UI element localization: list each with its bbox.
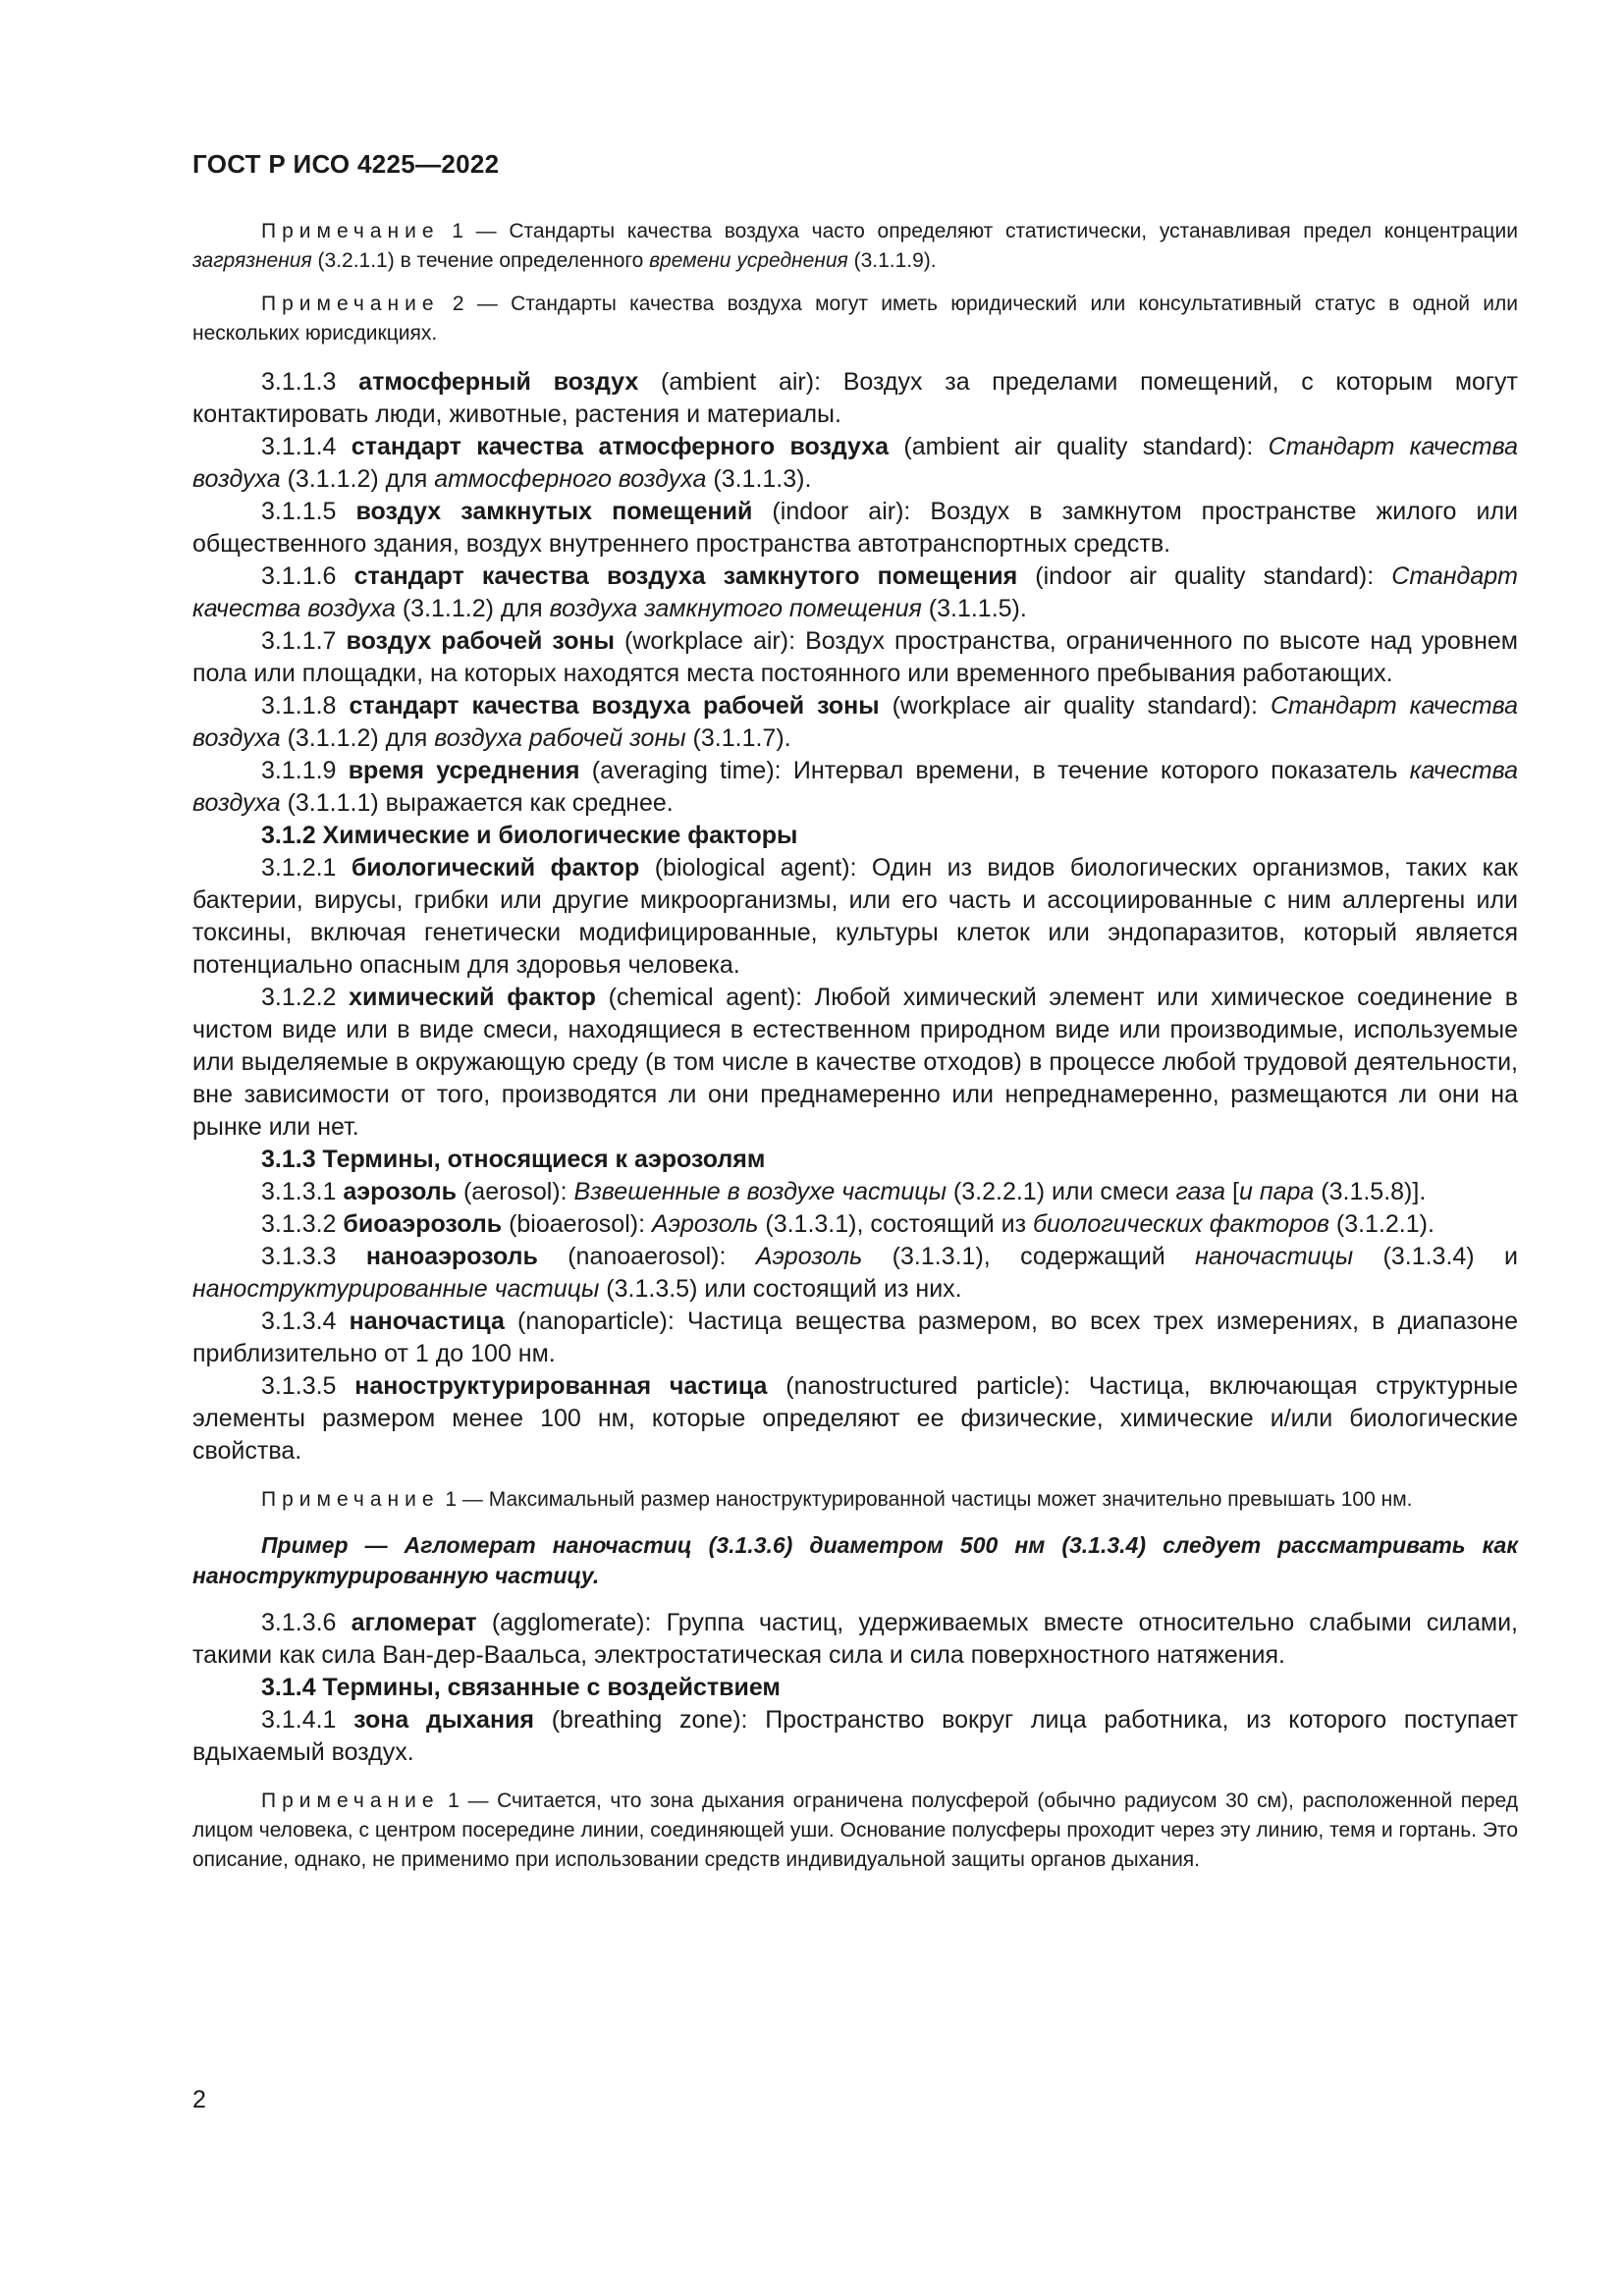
- document-page: [192, 0, 1518, 1875]
- text-span: (3.1.1.3).: [706, 465, 812, 493]
- term-reference: Стандарт качества воздуха: [192, 433, 1519, 493]
- text-span: Примечание: [261, 1789, 440, 1812]
- text-span: 1 — Максимальный размер наноструктурированной частицы может значительно превышать 100 нм.: [439, 1488, 1413, 1511]
- text-span: 3.1.4.1: [261, 1706, 354, 1734]
- term-name: наноструктурированная частица: [354, 1372, 768, 1400]
- text-span: (3.1.1.2) для: [280, 724, 435, 752]
- term-paragraph: [192, 852, 1518, 982]
- note-paragraph: [192, 1485, 1518, 1515]
- term-name: стандарт качества атмосферного воздуха: [351, 433, 890, 460]
- text-span: (nanoparticle): Частица вещества размером, во всех трех измерениях, в диапазоне приблизительно от 1 до 100 нм.: [192, 1308, 1518, 1367]
- term-paragraph: [192, 1370, 1518, 1468]
- section-heading: 3.1.4 Термины, связанные с воздействием: [261, 1674, 781, 1701]
- text-span: 1 — Стандарты качества воздуха часто определяют статистически, устанавливая предел концентрации: [439, 220, 1518, 242]
- text-span: (3.1.3.1), содержащий: [862, 1243, 1196, 1270]
- term-paragraph: [192, 366, 1518, 431]
- term-reference: воздуха замкнутого помещения: [549, 595, 922, 622]
- text-span: (3.1.1.1) выражается как среднее.: [280, 789, 674, 817]
- term-paragraph: [192, 1208, 1518, 1241]
- term-name: воздух замкнутых помещений: [355, 498, 753, 525]
- text-span: (3.1.1.5).: [921, 595, 1027, 622]
- term-name: химический фактор: [349, 984, 596, 1011]
- section-heading: 3.1.2 Химические и биологические факторы: [261, 822, 798, 849]
- text-span: Примечание: [261, 293, 440, 315]
- text-span: [: [1225, 1178, 1239, 1205]
- term-reference: и пара: [1239, 1178, 1315, 1205]
- text-span: 3.1.1.8: [261, 692, 350, 720]
- document-header: ГОСТ Р ИСО 4225—2022: [192, 149, 500, 179]
- text-span: (nanostructured particle): Частица, включающая структурные элементы размером менее 100 нм, которые определяют ее физические, химические и/или биологические свойства.: [192, 1372, 1519, 1465]
- term-reference: Взвешенные в воздухе частицы: [573, 1178, 947, 1205]
- text-span: (3.1.2.1).: [1328, 1210, 1435, 1238]
- text-span: (indoor air quality standard):: [1017, 562, 1392, 590]
- section-heading: 3.1.3 Термины, относящиеся к аэрозолям: [261, 1146, 766, 1173]
- term-name: наночастица: [349, 1308, 505, 1335]
- text-span: (3.1.3.1), состоящий из: [758, 1210, 1033, 1238]
- term-reference: атмосферного воздуха: [434, 465, 707, 493]
- term-name: стандарт качества воздуха рабочей зоны: [349, 692, 880, 720]
- text-span: 3.1.1.6: [261, 562, 354, 590]
- term-paragraph: [192, 1176, 1518, 1208]
- text-span: 3.1.3.5: [261, 1372, 355, 1400]
- text-span: (ambient air quality standard):: [889, 433, 1269, 460]
- text-span: 3.1.3.2: [261, 1210, 344, 1238]
- note-paragraph: [192, 1787, 1518, 1875]
- text-span: (bioaerosol):: [502, 1210, 652, 1238]
- note-paragraph: [192, 290, 1518, 348]
- text-span: (3.1.1.2) для: [395, 595, 550, 622]
- term-reference: газа: [1175, 1178, 1226, 1205]
- term-paragraph: [192, 561, 1518, 625]
- text-span: (3.1.1.7).: [685, 724, 791, 752]
- term-reference: времени усреднения: [649, 249, 848, 272]
- term-name: аэрозоль: [343, 1178, 458, 1205]
- term-paragraph: [192, 755, 1518, 820]
- text-span: 3.1.1.4: [261, 433, 352, 460]
- term-reference: Аэрозоль: [651, 1210, 759, 1238]
- text-span: 2 — Стандарты качества воздуха могут иметь юридический или консультативный статус в одной или нескольких юрисдикциях.: [192, 293, 1518, 345]
- text-span: 3.1.3.1: [261, 1178, 344, 1205]
- term-paragraph: [192, 1306, 1518, 1370]
- page-number: 2: [192, 2086, 206, 2113]
- term-paragraph: [192, 690, 1518, 755]
- text-span: 3.1.3.6: [261, 1609, 352, 1636]
- term-name: агломерат: [351, 1609, 477, 1636]
- term-paragraph: [192, 496, 1518, 561]
- example-paragraph: [192, 1530, 1518, 1591]
- term-reference: качества воздуха: [192, 757, 1518, 817]
- note-paragraph: [192, 217, 1518, 276]
- term-name: наноаэрозоль: [365, 1243, 538, 1270]
- text-span: (3.2.2.1) или смеси: [946, 1178, 1176, 1205]
- text-span: (3.1.5.8)].: [1314, 1178, 1427, 1205]
- text-span: 3.1.3.3: [261, 1243, 366, 1270]
- text-span: 3.1.2.1: [261, 854, 352, 881]
- term-name: время усреднения: [348, 757, 580, 784]
- text-span: (breathing zone): Пространство вокруг лица работника, из которого поступает вдыхаемый воздух.: [192, 1706, 1518, 1766]
- text-span: (3.1.3.4) и: [1353, 1243, 1518, 1270]
- text-span: (workplace air): Воздух пространства, ограниченного по высоте над уровнем пола или площадки, на которых находятся места постоянного или временного пребывания работающих.: [192, 627, 1518, 687]
- text-span: (workplace air quality standard):: [879, 692, 1271, 720]
- term-name: биоаэрозоль: [343, 1210, 503, 1238]
- term-name: биологический фактор: [351, 854, 640, 881]
- text-span: (agglomerate): Группа частиц, удерживаемых вместе относительно слабыми силами, такими как сила Ван-дер-Ваальса, электростатическая сила и сила поверхностного натяжения.: [192, 1609, 1518, 1669]
- term-reference: биологических факторов: [1032, 1210, 1329, 1238]
- text-span: (aerosol):: [457, 1178, 574, 1205]
- term-paragraph: [192, 1704, 1518, 1769]
- term-reference: загрязнения: [192, 249, 312, 272]
- text-span: 3.1.1.7: [261, 627, 347, 655]
- term-paragraph: [192, 431, 1518, 496]
- text-span: (averaging time): Интервал времени, в течение которого показатель: [579, 757, 1410, 784]
- text-span: Пример — Агломерат наночастиц (3.1.3.6) диаметром 500 нм (3.1.3.4) следует рассматривать как наноструктурированную частицу.: [192, 1532, 1518, 1588]
- text-span: 3.1.1.3: [261, 368, 359, 396]
- term-reference: Стандарт качества воздуха: [192, 692, 1518, 752]
- term-reference: Стандарт качества воздуха: [192, 562, 1518, 622]
- text-span: (3.1.1.9).: [847, 249, 937, 272]
- document-body: [192, 217, 1518, 1875]
- term-reference: наноструктурированные частицы: [192, 1275, 600, 1303]
- term-reference: Аэрозоль: [755, 1243, 863, 1270]
- term-name: зона дыхания: [353, 1706, 535, 1734]
- term-paragraph: [192, 982, 1518, 1144]
- text-span: (3.1.1.2) для: [280, 465, 435, 493]
- text-span: (ambient air): Воздух за пределами помещений, с которым могут контактировать люди, животные, растения и материалы.: [192, 368, 1519, 428]
- text-span: Примечание: [261, 1488, 440, 1511]
- text-span: (chemical agent): Любой химический элемент или химическое соединение в чистом виде или в виде смеси, находящиеся в естественном природном виде или производимые, используемые или выделяемые в окружающую среду (в том числе в качестве отходов) в процессе любой трудовой деятельности, вне зависимости от того, производятся ли они преднамеренно или непреднамеренно, размещаются ли они на рынке или нет.: [192, 984, 1519, 1141]
- text-span: (indoor air): Воздух в замкнутом пространстве жилого или общественного здания, воздух внутреннего пространства автотранспортных средств.: [192, 498, 1518, 558]
- term-name: стандарт качества воздуха замкнутого помещения: [353, 562, 1018, 590]
- text-span: (nanoaerosol):: [537, 1243, 756, 1270]
- text-span: Примечание: [261, 220, 440, 242]
- term-reference: воздуха рабочей зоны: [434, 724, 686, 752]
- text-span: (3.1.3.5) или состоящий из них.: [599, 1275, 962, 1303]
- text-span: 3.1.1.9: [261, 757, 349, 784]
- term-paragraph: [192, 625, 1518, 690]
- text-span: 3.1.1.5: [261, 498, 356, 525]
- term-name: воздух рабочей зоны: [346, 627, 615, 655]
- text-span: 1 — Считается, что зона дыхания ограничена полусферой (обычно радиусом 30 см), расположенной перед лицом человека, с центром посередине линии, соединяющей уши. Основание полусферы проходит через эту линию, темя и гортань. Это описание, однако, не применимо при использовании средств индивидуальной защиты органов дыхания.: [192, 1789, 1518, 1871]
- text-span: 3.1.3.4: [261, 1308, 350, 1335]
- term-name: атмосферный воздух: [358, 368, 639, 396]
- text-span: (biological agent): Один из видов биологических организмов, таких как бактерии, вирусы, грибки или другие микроорганизмы, или его часть и ассоциированные с ним аллергены или токсины, включая генетически модифицированные, культуры клеток или эндопаразитов, который является потенциально опасным для здоровья человека.: [192, 854, 1518, 979]
- term-paragraph: [192, 1241, 1518, 1306]
- term-reference: наночастицы: [1195, 1243, 1354, 1270]
- text-span: (3.2.1.1) в течение определенного: [311, 249, 650, 272]
- term-paragraph: [192, 1607, 1518, 1672]
- text-span: 3.1.2.2: [261, 984, 350, 1011]
